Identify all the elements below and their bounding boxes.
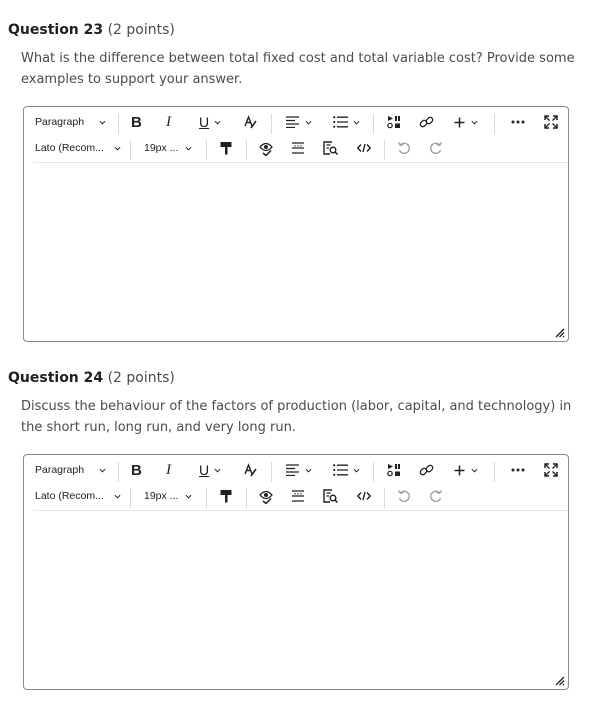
format-painter-button[interactable] <box>220 485 232 507</box>
toolbar-separator <box>271 114 272 134</box>
insert-button[interactable] <box>454 111 478 133</box>
toolbar-separator <box>246 488 247 508</box>
toolbar-separator <box>118 114 119 134</box>
question-title <box>8 21 175 39</box>
list-button[interactable] <box>333 459 360 481</box>
font-color-button[interactable] <box>243 459 258 481</box>
resize-handle-icon[interactable] <box>555 676 565 686</box>
undo-icon <box>397 489 411 503</box>
undo-button[interactable] <box>397 485 411 507</box>
toolbar-separator <box>373 114 374 134</box>
toolbar-row-1 <box>24 459 568 481</box>
chevron-down-icon <box>214 467 221 474</box>
block-format-label: Paragraph <box>35 116 85 128</box>
bold-icon: B <box>131 461 142 479</box>
fullscreen-button[interactable] <box>544 459 558 481</box>
fullscreen-icon <box>544 463 558 477</box>
chevron-down-icon <box>214 119 221 126</box>
block-format-select[interactable] <box>35 459 106 481</box>
underline-button[interactable] <box>199 111 221 133</box>
font-size-label: 19px ... <box>144 142 179 154</box>
toolbar-separator <box>118 462 119 482</box>
chevron-down-icon <box>114 493 121 500</box>
chevron-down-icon <box>99 467 106 474</box>
block-format-label: Paragraph <box>35 464 85 476</box>
redo-icon <box>429 141 443 155</box>
undo-button[interactable] <box>397 137 411 159</box>
format-painter-icon <box>220 489 232 503</box>
insert-media-button[interactable] <box>387 459 401 481</box>
word-count-button[interactable] <box>291 485 305 507</box>
chevron-down-icon <box>353 119 360 126</box>
chevron-down-icon <box>114 145 121 152</box>
chevron-down-icon <box>471 119 478 126</box>
toolbar-separator <box>384 488 385 508</box>
align-icon <box>286 464 300 476</box>
italic-button[interactable] <box>166 111 171 133</box>
resize-handle-icon[interactable] <box>555 328 565 338</box>
block-format-select[interactable] <box>35 111 106 133</box>
media-icon <box>387 115 401 129</box>
toolbar-separator <box>130 140 131 160</box>
accessibility-checker-button[interactable] <box>259 485 273 507</box>
insert-link-button[interactable] <box>419 459 434 481</box>
insert-icon <box>454 465 465 476</box>
chevron-down-icon <box>305 119 312 126</box>
preview-button[interactable] <box>323 137 338 159</box>
chevron-down-icon <box>353 467 360 474</box>
list-icon <box>333 464 348 476</box>
undo-icon <box>397 141 411 155</box>
more-actions-button[interactable] <box>511 111 525 133</box>
insert-button[interactable] <box>454 459 478 481</box>
toolbar-row-2 <box>24 485 568 507</box>
font-family-label: Lato (Recom... <box>35 490 104 502</box>
toolbar-separator <box>494 114 495 134</box>
toolbar-separator <box>206 140 207 160</box>
font-size-label: 19px ... <box>144 490 179 502</box>
toolbar-separator <box>130 488 131 508</box>
fullscreen-icon <box>544 115 558 129</box>
italic-button[interactable] <box>166 459 171 481</box>
align-icon <box>286 116 300 128</box>
chevron-down-icon <box>185 145 192 152</box>
toolbar-row-1 <box>24 111 568 133</box>
media-icon <box>387 463 401 477</box>
font-family-select[interactable] <box>35 137 121 159</box>
list-icon <box>333 116 348 128</box>
redo-button[interactable] <box>429 137 443 159</box>
format-painter-button[interactable] <box>220 137 232 159</box>
font-size-select[interactable] <box>144 485 192 507</box>
bold-icon: B <box>131 113 142 131</box>
list-button[interactable] <box>333 111 360 133</box>
font-color-button[interactable] <box>243 111 258 133</box>
preview-icon <box>323 489 338 503</box>
chevron-down-icon <box>185 493 192 500</box>
toolbar-separator <box>246 140 247 160</box>
question-prompt: What is the difference between total fixed cost and total variable cost? Provide some examples to support your answer. <box>21 51 575 87</box>
source-code-icon <box>357 491 371 501</box>
toolbar-separator <box>373 462 374 482</box>
italic-icon: I <box>166 461 171 478</box>
chevron-down-icon <box>305 467 312 474</box>
toolbar-divider <box>33 162 568 163</box>
toolbar-separator <box>271 462 272 482</box>
align-button[interactable] <box>286 111 312 133</box>
link-icon <box>419 115 434 130</box>
toolbar-separator <box>384 140 385 160</box>
more-icon <box>511 468 525 472</box>
align-button[interactable] <box>286 459 312 481</box>
fullscreen-button[interactable] <box>544 111 558 133</box>
underline-icon: U <box>199 114 210 130</box>
font-size-select[interactable] <box>144 137 192 159</box>
font-family-label: Lato (Recom... <box>35 142 104 154</box>
insert-link-button[interactable] <box>419 111 434 133</box>
toolbar-row-2 <box>24 137 568 159</box>
question-number: Question 24 <box>8 370 104 386</box>
italic-icon: I <box>166 113 171 130</box>
font-family-select[interactable] <box>35 485 121 507</box>
format-painter-icon <box>220 141 232 155</box>
editor-content-area[interactable] <box>33 165 559 323</box>
redo-icon <box>429 489 443 503</box>
word-count-icon <box>291 490 305 502</box>
toolbar-separator <box>494 462 495 482</box>
answer-editor[interactable] <box>23 454 569 690</box>
editor-content-area[interactable] <box>33 513 559 671</box>
question-number: Question 23 <box>8 22 104 38</box>
redo-button[interactable] <box>429 485 443 507</box>
accessibility-checker-icon <box>259 141 273 156</box>
question-prompt: Discuss the behaviour of the factors of production (labor, capital, and technology) in the short run, long run, and very long run. <box>21 399 572 435</box>
word-count-icon <box>291 142 305 154</box>
more-actions-button[interactable] <box>511 459 525 481</box>
link-icon <box>419 463 434 478</box>
preview-icon <box>323 141 338 155</box>
source-code-button[interactable] <box>357 137 371 159</box>
accessibility-checker-button[interactable] <box>259 137 273 159</box>
bold-button[interactable] <box>131 111 142 133</box>
source-code-icon <box>357 143 371 153</box>
question-points: (2 points) <box>107 22 175 38</box>
underline-button[interactable] <box>199 459 221 481</box>
font-color-icon <box>243 463 258 478</box>
chevron-down-icon <box>99 119 106 126</box>
toolbar-divider <box>33 510 568 511</box>
chevron-down-icon <box>471 467 478 474</box>
preview-button[interactable] <box>323 485 338 507</box>
toolbar-separator <box>206 488 207 508</box>
insert-media-button[interactable] <box>387 111 401 133</box>
accessibility-checker-icon <box>259 489 273 504</box>
answer-editor[interactable] <box>23 106 569 342</box>
question-points: (2 points) <box>107 370 175 386</box>
font-color-icon <box>243 115 258 130</box>
insert-icon <box>454 117 465 128</box>
word-count-button[interactable] <box>291 137 305 159</box>
question-title <box>8 369 175 387</box>
underline-icon: U <box>199 462 210 478</box>
source-code-button[interactable] <box>357 485 371 507</box>
more-icon <box>511 120 525 124</box>
bold-button[interactable] <box>131 459 142 481</box>
